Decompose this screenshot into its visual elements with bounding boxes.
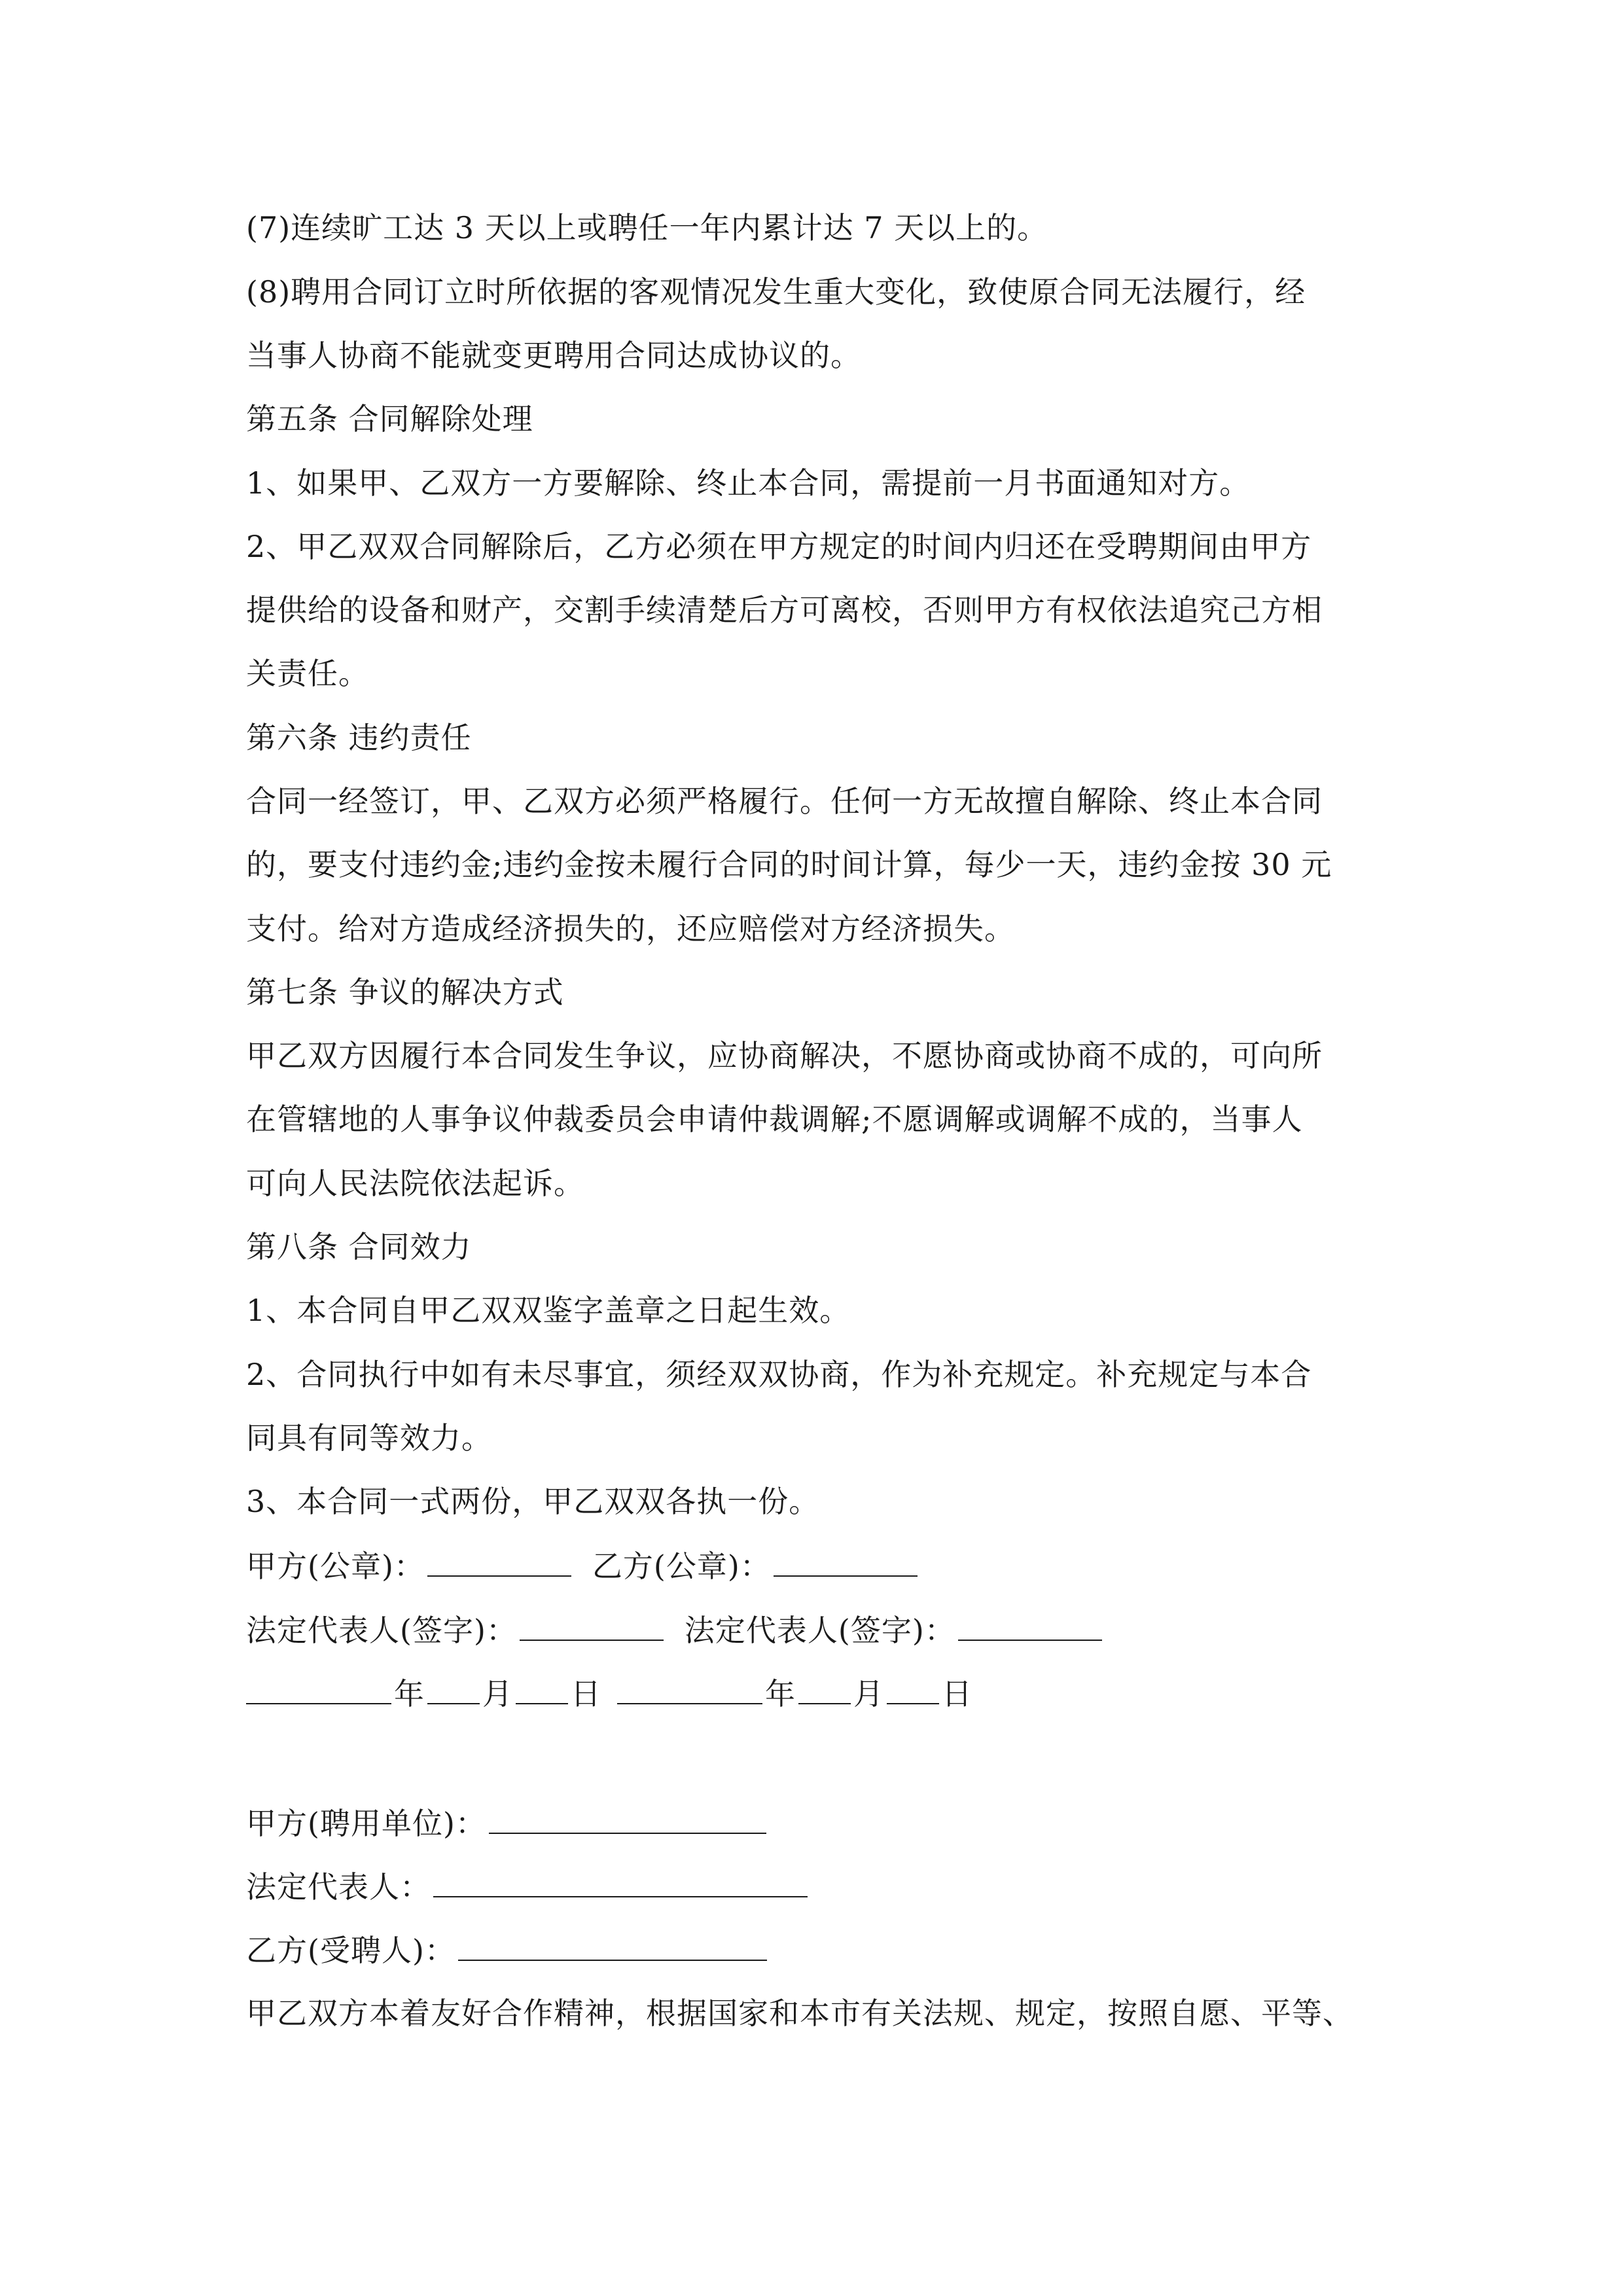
employer-label: 甲方(聘用单位)： xyxy=(246,1806,486,1841)
rep-a-signature-blank[interactable] xyxy=(520,1609,664,1641)
month-label: 月 xyxy=(853,1676,884,1712)
clause-line: 甲乙双方因履行本合同发生争议，应协商解决，不愿协商或协商不成的，可向所 xyxy=(246,1038,1323,1073)
day-label: 日 xyxy=(571,1676,601,1712)
year-blank-b[interactable] xyxy=(617,1673,762,1704)
intro-line: 甲乙双方本着友好合作精神，根据国家和本市有关法规、规定，按照自愿、平等、 xyxy=(246,1996,1353,2031)
year-label: 年 xyxy=(765,1676,796,1712)
employer-row xyxy=(246,1803,769,1842)
clause-line: (8)聘用合同订立时所依据的客观情况发生重大变化，致使原合同无法履行，经 xyxy=(246,274,1306,310)
date-row xyxy=(246,1673,972,1712)
day-blank-b[interactable] xyxy=(887,1673,939,1704)
clause-line: (7)连续旷工达 3 天以上或聘任一年内累计达 7 天以上的。 xyxy=(246,210,1048,245)
employee-row xyxy=(246,1929,770,1969)
article-heading: 第七条 争议的解决方式 xyxy=(246,975,564,1010)
article-heading: 第六条 违约责任 xyxy=(246,720,472,755)
year-label: 年 xyxy=(394,1676,425,1712)
clause-line: 的，要支付违约金;违约金按未履行合同的时间计算，每少一天，违约金按 30 元 xyxy=(246,847,1332,882)
clause-line: 关责任。 xyxy=(246,656,369,691)
employer-blank[interactable] xyxy=(489,1803,766,1834)
clause-line: 1、如果甲、乙双方一方要解除、终止本合同，需提前一月书面通知对方。 xyxy=(246,465,1251,501)
month-blank-b[interactable] xyxy=(798,1673,851,1704)
party-b-seal-blank[interactable] xyxy=(774,1545,918,1577)
party-b-seal-label: 乙方(公章)： xyxy=(592,1549,771,1584)
day-blank-a[interactable] xyxy=(516,1673,568,1704)
clause-line: 可向人民法院依法起诉。 xyxy=(246,1166,584,1201)
year-blank-a[interactable] xyxy=(246,1673,391,1704)
clause-line: 2、合同执行中如有未尽事宜，须经双双协商，作为补充规定。补充规定与本合 xyxy=(246,1357,1312,1392)
clause-line: 提供给的设备和财产，交割手续清楚后方可离校，否则甲方有权依法追究己方相 xyxy=(246,592,1323,628)
clause-line: 支付。给对方造成经济损失的，还应赔偿对方经济损失。 xyxy=(246,911,1015,946)
employee-blank[interactable] xyxy=(458,1929,767,1961)
clause-line: 当事人协商不能就变更聘用合同达成协议的。 xyxy=(246,338,861,373)
rep-a-label: 法定代表人(签字)： xyxy=(246,1613,517,1648)
day-label: 日 xyxy=(942,1676,972,1712)
clause-line: 3、本合同一式两份，甲乙双双各执一份。 xyxy=(246,1484,820,1519)
article-heading: 第五条 合同解除处理 xyxy=(246,401,533,437)
legal-rep-blank[interactable] xyxy=(433,1866,808,1897)
clause-line: 在管辖地的人事争议仲裁委员会申请仲裁调解;不愿调解或调解不成的，当事人 xyxy=(246,1102,1303,1137)
month-label: 月 xyxy=(482,1676,513,1712)
clause-line: 合同一经签订，甲、乙双方必须严格履行。任何一方无故擅自解除、终止本合同 xyxy=(246,783,1323,819)
clause-line: 同具有同等效力。 xyxy=(246,1420,492,1456)
legal-rep-label: 法定代表人： xyxy=(246,1869,431,1905)
rep-b-label: 法定代表人(签字)： xyxy=(684,1613,955,1648)
article-heading: 第八条 合同效力 xyxy=(246,1229,472,1265)
employee-label: 乙方(受聘人)： xyxy=(246,1933,455,1968)
month-blank-a[interactable] xyxy=(427,1673,480,1704)
party-a-seal-blank[interactable] xyxy=(427,1545,571,1577)
party-a-seal-label: 甲方(公章)： xyxy=(246,1549,425,1584)
legal-rep-signature-row xyxy=(246,1609,1105,1649)
legal-rep-row xyxy=(246,1866,810,1905)
clause-line: 1、本合同自甲乙双双鉴字盖章之日起生效。 xyxy=(246,1293,851,1328)
clause-line: 2、甲乙双双合同解除后，乙方必须在甲方规定的时间内归还在受聘期间由甲方 xyxy=(246,529,1312,564)
rep-b-signature-blank[interactable] xyxy=(958,1609,1102,1641)
seal-row xyxy=(246,1545,920,1585)
